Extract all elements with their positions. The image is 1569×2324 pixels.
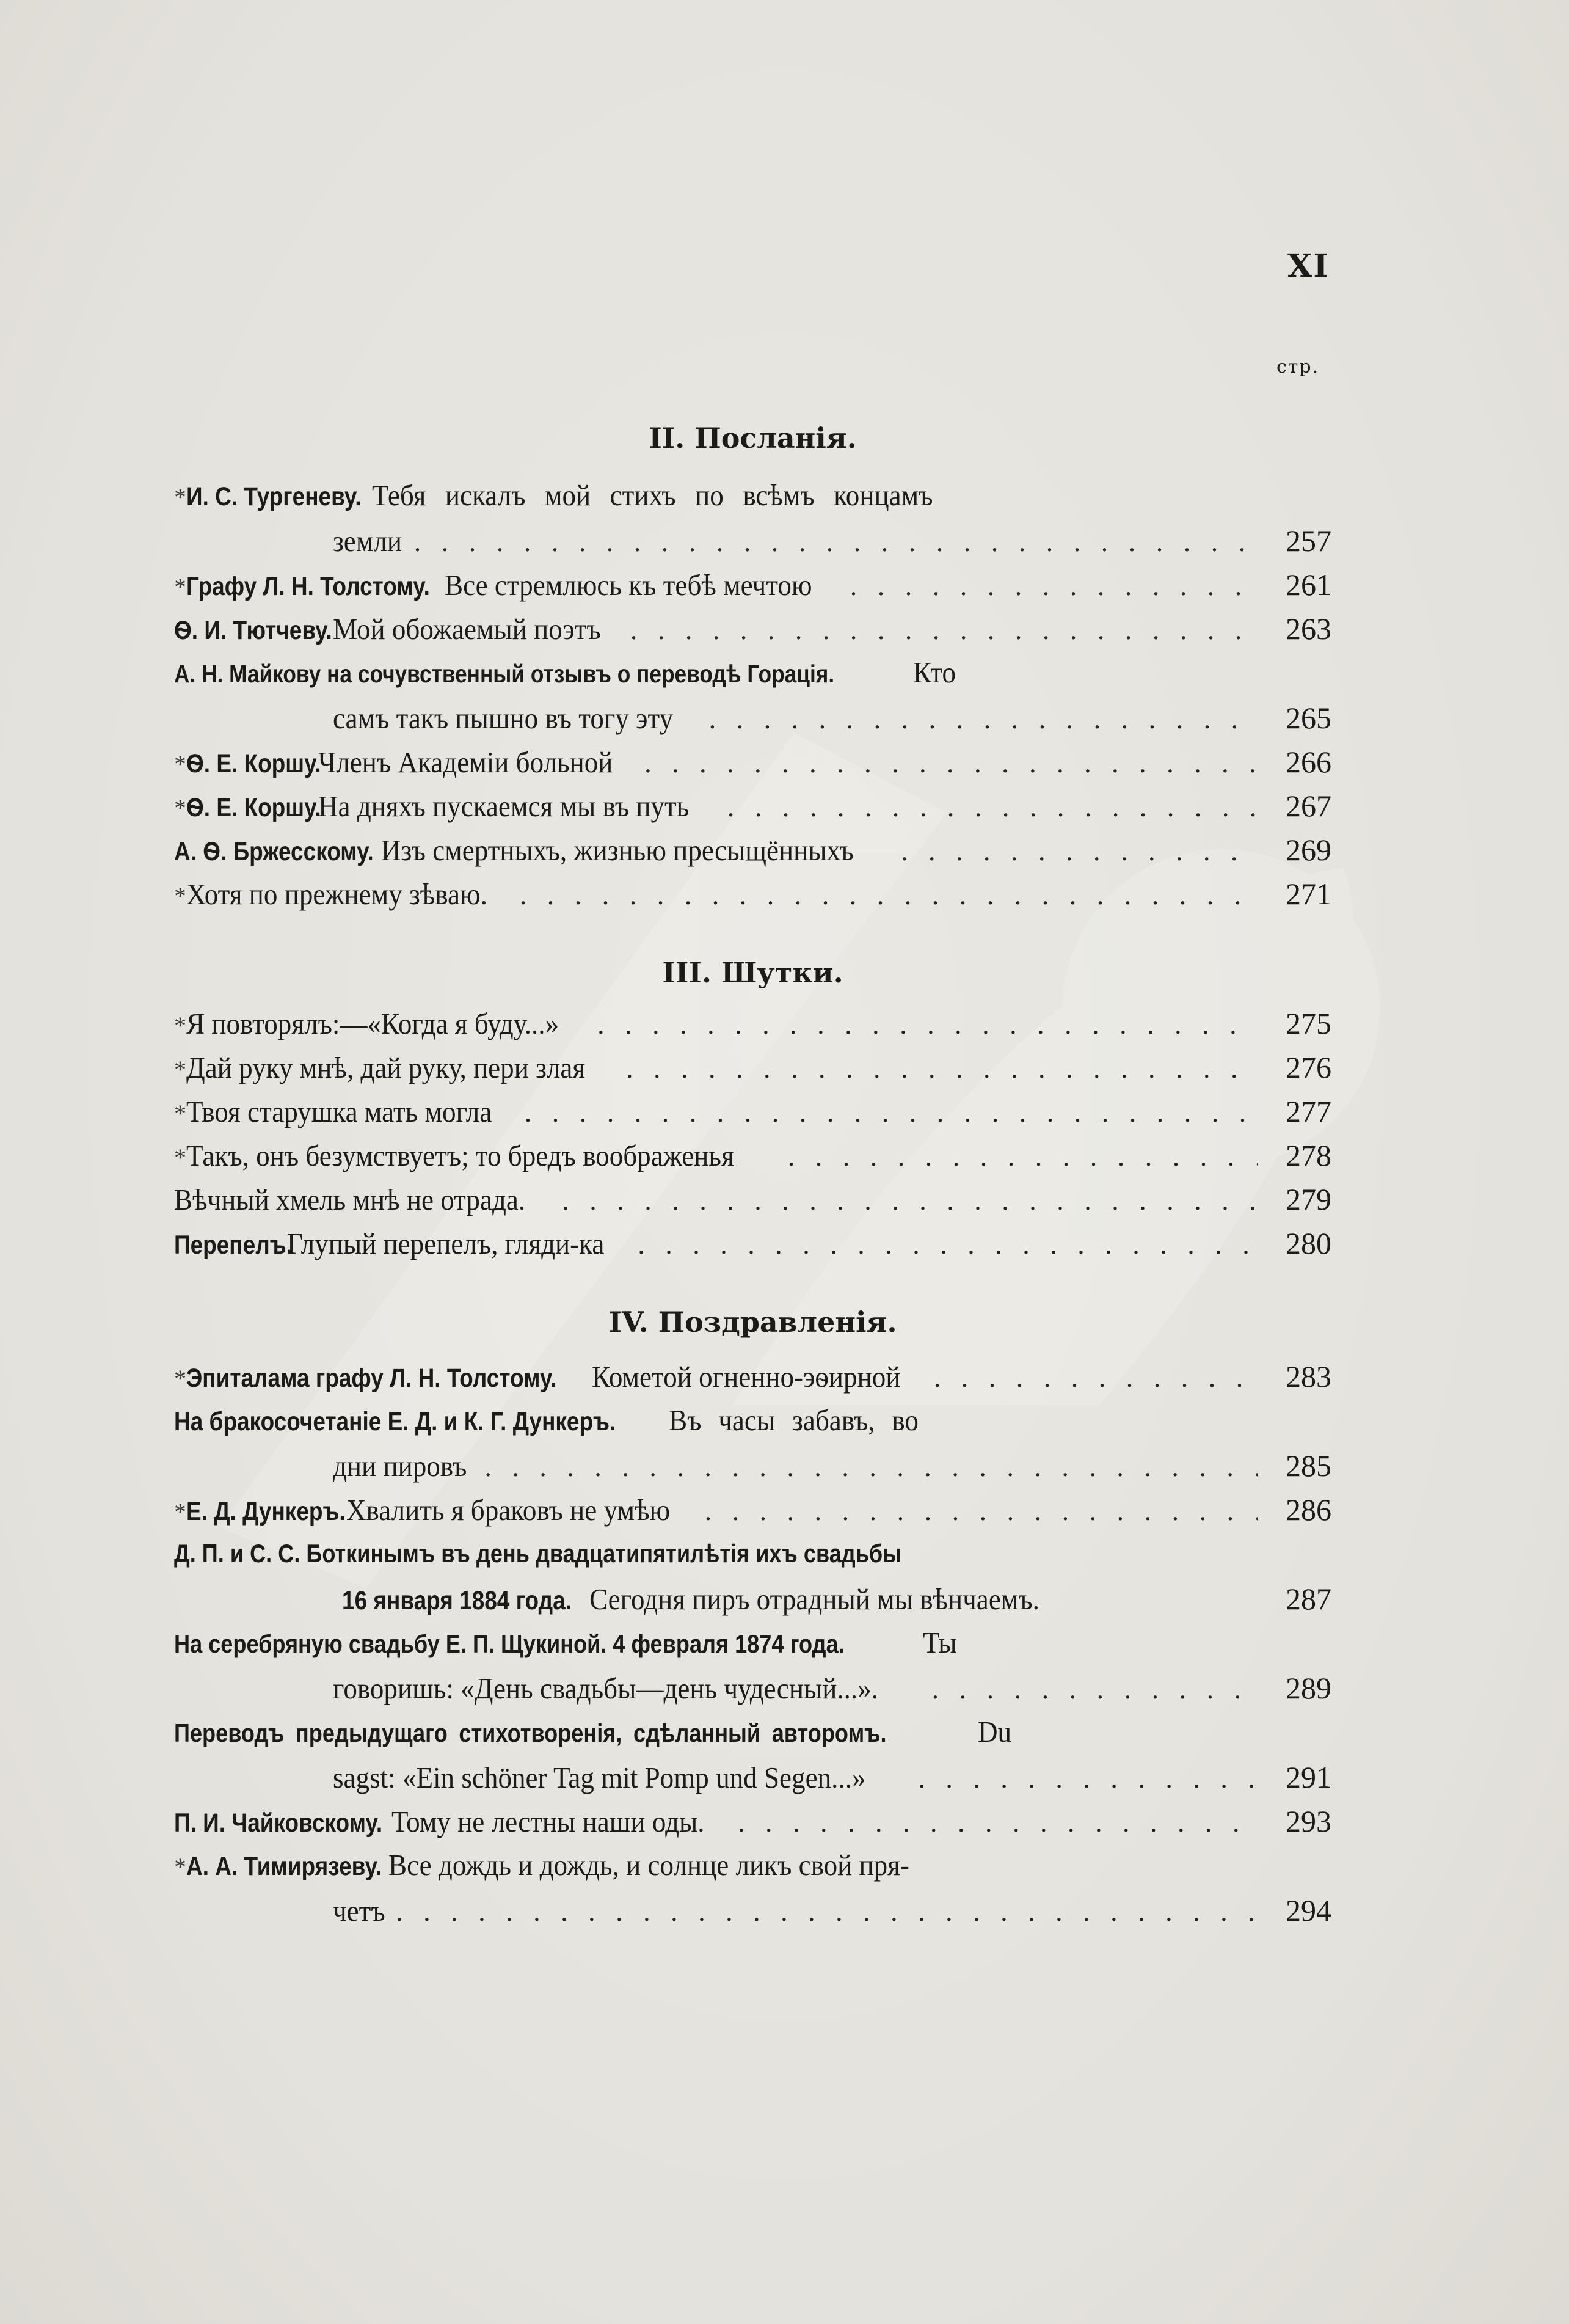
dot-leader (644, 742, 1258, 784)
dot-leader (934, 1356, 1258, 1399)
dot-leader (705, 1489, 1258, 1532)
dot-leader (788, 1135, 1258, 1178)
toc-entry-continuation[interactable] (333, 1889, 1331, 1932)
entry-addressee: А. Н. Майкову на сочувственный отзывъ о переводѣ Горація. (174, 660, 835, 688)
entry-title: Глупый перепелъ, гляди-ка (286, 1227, 605, 1260)
toc-entry-continuation[interactable] (333, 1444, 1331, 1487)
entry-title: дни пировъ (333, 1449, 467, 1483)
toc-entry[interactable] (174, 1532, 1331, 1575)
dot-leader (597, 1003, 1258, 1046)
asterisk-mark: * (174, 1498, 186, 1526)
toc-entry[interactable] (174, 1046, 1331, 1089)
toc-entry-continuation[interactable] (342, 1577, 1331, 1620)
entry-title: Все дождь и дождь, и солнце ликъ свой пря- (388, 1848, 910, 1882)
toc-entry[interactable] (174, 1800, 1331, 1843)
page-number: 279 (1286, 1182, 1331, 1216)
toc-entry[interactable] (174, 828, 1331, 871)
entry-title: самъ такъ пышно въ тогу эту (333, 701, 674, 735)
toc-entry[interactable] (174, 1002, 1331, 1045)
toc-entry[interactable] (174, 474, 1331, 517)
page-number: 269 (1286, 833, 1331, 867)
toc-entry[interactable] (174, 1711, 1331, 1753)
asterisk-mark: * (174, 483, 186, 511)
entry-title: Такъ, онъ безумствуетъ; то бредъ воображенья (186, 1139, 734, 1172)
asterisk-mark: * (174, 882, 186, 910)
entry-addressee: На бракосочетаніе Е. Д. и К. Г. Дункеръ. (174, 1407, 616, 1436)
page-number: 271 (1286, 877, 1331, 911)
toc-entry-continuation[interactable] (333, 696, 1331, 739)
toc-entry[interactable] (174, 1178, 1331, 1221)
asterisk-mark: * (174, 1012, 186, 1039)
dot-leader (901, 830, 1258, 872)
entry-title: Членъ Академіи больной (318, 745, 613, 779)
entry-title: Хвалить я браковъ не умѣю (346, 1493, 671, 1527)
page-number: 289 (1286, 1671, 1331, 1705)
dot-leader (850, 565, 1258, 607)
entry-title: Тому не лестны наши оды. (391, 1805, 705, 1838)
toc-entry[interactable] (174, 740, 1331, 783)
entry-addressee: И. С. Тургеневу. (186, 482, 362, 511)
entry-title: Изъ смертныхъ, жизнью пресыщённыхъ (381, 833, 854, 867)
toc-entry[interactable] (174, 872, 1331, 915)
section-heading: IV. Поздравленія. (608, 1306, 897, 1339)
asterisk-mark: * (174, 794, 186, 822)
page-column-label: стр. (1276, 356, 1320, 378)
entry-title: Въ часы забавъ, во (669, 1403, 919, 1437)
entry-addressee: Ѳ. Е. Коршу. (186, 793, 321, 822)
asterisk-mark: * (174, 1056, 186, 1083)
entry-title: говоришь: «День свадьбы—день чудесный...». (333, 1672, 878, 1705)
toc-entry[interactable] (174, 1488, 1331, 1531)
toc-entry[interactable] (174, 607, 1331, 650)
entry-addressee: Д. П. и С. С. Боткинымъ въ день двадцатипятилѣтія ихъ свадьбы (174, 1539, 902, 1568)
toc-entry-continuation[interactable] (333, 519, 1331, 562)
asterisk-mark: * (174, 1144, 186, 1171)
entry-addressee: Ѳ. И. Тютчеву. (174, 616, 332, 645)
entry-addressee: Переводъ предыдущаго стихотворенія, сдѣланный авторомъ. (174, 1719, 887, 1747)
entry-title: Ты (922, 1626, 957, 1659)
page-number: 276 (1286, 1050, 1331, 1084)
entry-addressee: На серебряную свадьбу Е. П. Щукиной. 4 февраля 1874 года. (174, 1629, 845, 1658)
entry-addressee: П. И. Чайковскому. (174, 1808, 383, 1838)
page-number: 277 (1286, 1094, 1331, 1128)
dot-leader (932, 1668, 1258, 1711)
asterisk-mark: * (174, 1100, 186, 1127)
page-number: 285 (1286, 1449, 1331, 1483)
toc-entry[interactable] (174, 784, 1331, 827)
dot-leader (709, 698, 1258, 740)
dot-leader (727, 786, 1258, 828)
page-number: 257 (1286, 524, 1331, 558)
page-number: 266 (1286, 745, 1331, 779)
entry-title: Твоя старушка мать могла (186, 1095, 492, 1128)
page-folio: XI (1287, 247, 1330, 285)
dot-leader (414, 521, 1258, 563)
asterisk-mark: * (174, 1365, 186, 1392)
entry-addressee: А. Ѳ. Бржесскому. (174, 837, 374, 866)
toc-entry[interactable] (174, 1844, 1331, 1887)
entry-title: На дняхъ пускаемся мы въ путь (318, 789, 690, 823)
page-number: 267 (1286, 789, 1331, 823)
entry-addressee: А. А. Тимирязеву. (186, 1852, 382, 1881)
page-number: 280 (1286, 1226, 1331, 1260)
entry-title: Дай руку мнѣ, дай руку, пери злая (186, 1051, 586, 1084)
entry-addressee: Ѳ. Е. Коршу. (186, 749, 321, 778)
entry-title: четъ (333, 1894, 385, 1928)
entry-addressee: Е. Д. Дункеръ. (186, 1497, 346, 1526)
entry-title: Du (977, 1715, 1011, 1748)
dot-leader (484, 1445, 1258, 1488)
page-number: 265 (1286, 701, 1331, 735)
entry-title: Я повторялъ:—«Когда я буду...» (186, 1007, 559, 1040)
dot-leader (525, 1091, 1258, 1134)
dot-leader (396, 1890, 1258, 1933)
dot-leader (918, 1757, 1258, 1800)
entry-title: Тебя искалъ мой стихъ по всѣмъ концамъ (372, 478, 933, 512)
toc-entry[interactable] (174, 1355, 1331, 1398)
page-number: 278 (1286, 1138, 1331, 1172)
entry-addressee: Эпиталама графу Л. Н. Толстому. (186, 1364, 557, 1393)
toc-entry[interactable] (174, 563, 1331, 606)
asterisk-mark: * (174, 750, 186, 778)
entry-title: Хотя по прежнему зѣваю. (186, 877, 487, 911)
toc-entry[interactable] (174, 1621, 1331, 1664)
entry-addressee: Графу Л. Н. Толстому. (186, 572, 430, 601)
toc-entry[interactable] (174, 1090, 1331, 1133)
entry-title: Сегодня пиръ отрадный мы вѣнчаемъ. (589, 1582, 1039, 1616)
entry-title: sagst: «Ein schöner Tag mit Pomp und Segen...» (333, 1761, 866, 1794)
entry-title: Все стремлюсь къ тебѣ мечтою (444, 568, 812, 602)
toc-entry-continuation[interactable] (333, 1667, 1331, 1709)
asterisk-mark: * (174, 573, 186, 601)
page-number: 275 (1286, 1006, 1331, 1040)
dot-leader (630, 608, 1258, 651)
dot-leader (626, 1047, 1258, 1090)
dot-leader (520, 874, 1258, 916)
page-number: 293 (1286, 1804, 1331, 1838)
page-number: 283 (1286, 1359, 1331, 1394)
page-number: 286 (1286, 1493, 1331, 1527)
toc-entry-continuation[interactable] (333, 1756, 1331, 1799)
asterisk-mark: * (174, 1853, 186, 1880)
page-number: 294 (1286, 1893, 1331, 1928)
dot-leader (738, 1801, 1258, 1844)
toc-entry[interactable] (174, 1222, 1331, 1265)
entry-title: Вѣчный хмель мнѣ не отрада. (174, 1183, 526, 1216)
section-heading: II. Посланія. (649, 422, 857, 455)
entry-date: 16 января 1884 года. (342, 1586, 572, 1615)
entry-title: Кометой огненно-эѳирной (592, 1360, 901, 1394)
page-number: 291 (1286, 1760, 1331, 1794)
dot-leader (638, 1223, 1258, 1266)
entry-title: Мой обожаемый поэтъ (333, 612, 601, 646)
entry-title: земли (333, 524, 402, 558)
entry-title: Кто (913, 656, 956, 689)
entry-addressee: Перепелъ. (174, 1230, 293, 1260)
page-number: 263 (1286, 612, 1331, 646)
section-heading: III. Шутки. (662, 956, 843, 989)
page-number: 287 (1286, 1582, 1331, 1616)
dot-leader (562, 1179, 1258, 1222)
page-number: 261 (1286, 568, 1331, 602)
toc-entry[interactable] (174, 651, 1331, 694)
toc-entry[interactable] (174, 1134, 1331, 1177)
toc-entry[interactable] (174, 1399, 1331, 1442)
